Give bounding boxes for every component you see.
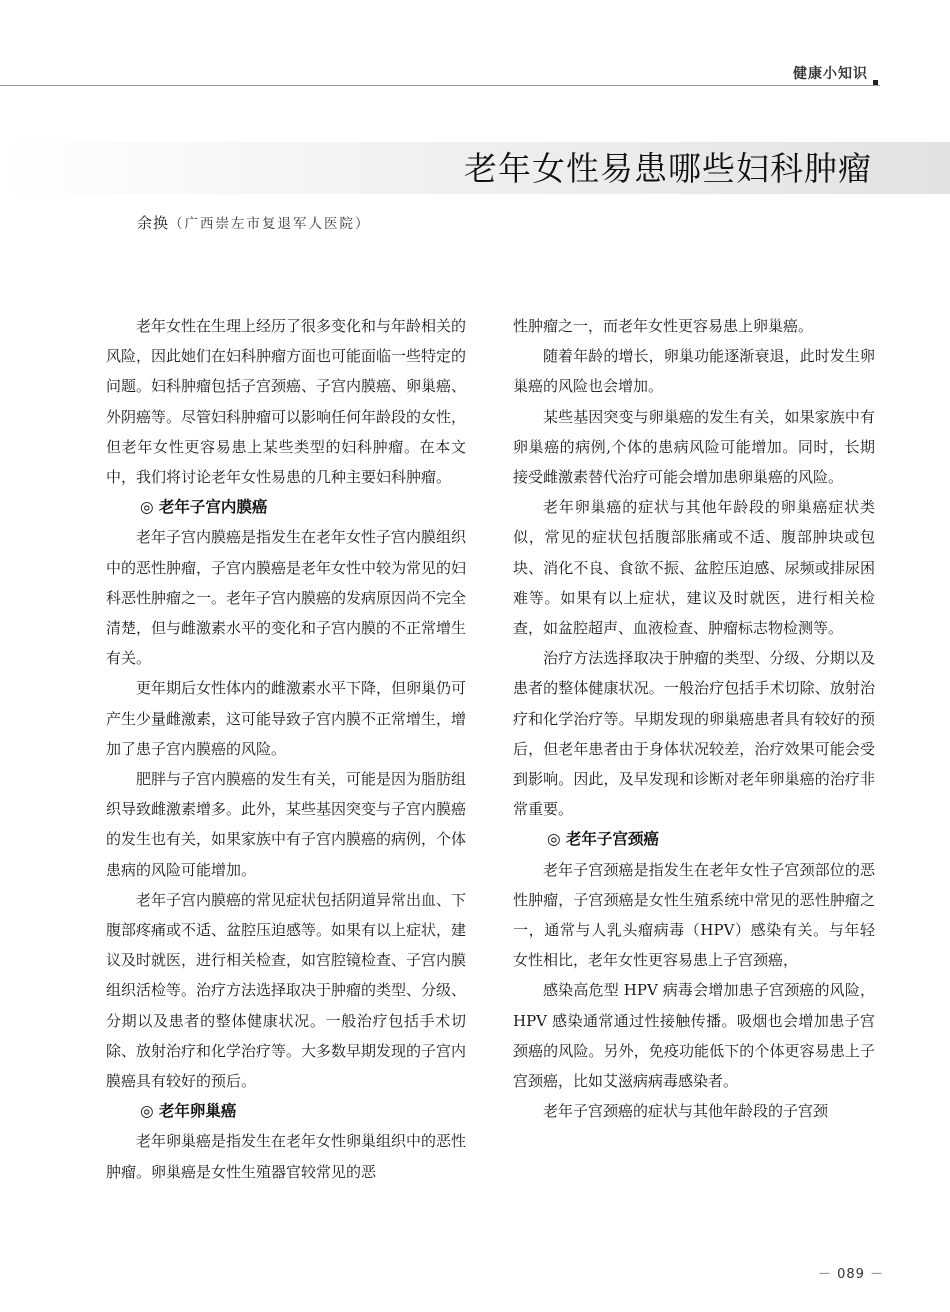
left-column: [106, 311, 466, 1187]
paragraph: 更年期后女性体内的雌激素水平下降，但卵巢仍可产生少量雌激素，这可能导致子宫内膜不正常增生，增加了患子宫内膜癌的风险。: [106, 679, 467, 758]
header-rule: [0, 85, 880, 86]
byline: [137, 212, 371, 233]
paragraph: 老年子宫内膜癌的常见症状包括阴道异常出血、下腹部疼痛或不适、盆腔压迫感等。如果有以上症状，建议及时就医，进行相关检查，如宫腔镜检查、子宫内膜组织活检等。治疗方法选择取决于肿瘤的类型、分级、分期以及患者的整体健康状况。一般治疗包括手术切除、放射治疗和化学治疗等。大多数早期发现的子宫内膜癌具有较好的预后。: [106, 890, 467, 1091]
article-title: 老年女性易患哪些妇科肿瘤: [464, 149, 872, 188]
paragraph: 老年女性在生理上经历了很多变化和与年龄相关的风险，因此她们在妇科肿瘤方面也可能面临一些特定的问题。妇科肿瘤包括子宫颈癌、子宫内膜癌、卵巢癌、外阴癌等。尽管妇科肿瘤可以影响任何年龄段的女性，但老年女性更容易患上某些类型的妇科肿瘤。在本文中，我们将讨论老年女性易患的几种主要妇科肿瘤。: [106, 317, 467, 487]
section-heading-endometrial: ◎ 老年子宫内膜癌: [140, 497, 268, 517]
author-affiliation: （广西崇左市复退军人医院）: [169, 216, 371, 232]
section-heading-cervical: ◎ 老年子宫颈癌: [547, 829, 659, 849]
paragraph: 随着年龄的增长，卵巢功能逐渐衰退，此时发生卵巢癌的风险也会增加。: [513, 347, 875, 396]
paragraph-continued: 性肿瘤之一，而老年女性更容易患上卵巢癌。: [513, 317, 814, 335]
paragraph: 肥胖与子宫内膜癌的发生有关，可能是因为脂肪组织导致雌激素增多。此外，某些基因突变与子宫内膜癌的发生也有关，如果家族中有子宫内膜癌的病例，个体患病的风险可能增加。: [106, 770, 467, 879]
paragraph: 某些基因突变与卵巢癌的发生有关，如果家族中有卵巢癌的病例,个体的患病风险可能增加。同时，长期接受雌激素替代治疗可能会增加患卵巢癌的风险。: [513, 407, 875, 487]
paragraph: 老年子宫内膜癌是指发生在老年女性子宫内膜组织中的恶性肿瘤，子宫内膜癌是老年女性中较为常见的妇科恶性肿瘤之一。老年子宫内膜癌的发病原因尚不完全清楚，但与雌激素水平的变化和子宫内膜的不正常增生有关。: [106, 528, 467, 668]
section-marker-square: [873, 80, 878, 85]
paragraph: 老年卵巢癌是指发生在老年女性卵巢组织中的恶性肿瘤。卵巢癌是女性生殖器官较常见的恶: [106, 1132, 467, 1181]
paragraph: 老年子宫颈癌是指发生在老年女性子宫颈部位的恶性肿瘤，子宫颈癌是女性生殖系统中常见的恶性肿瘤之一，通常与人乳头瘤病毒（HPV）感染有关。与年轻女性相比，老年女性更容易患上子宫颈癌，: [513, 860, 875, 970]
author-name: 余换: [137, 214, 170, 232]
section-heading-ovarian: ◎ 老年卵巢癌: [140, 1101, 237, 1121]
paragraph: 感染高危型 HPV 病毒会增加患子宫颈癌的风险，HPV 感染通常通过性接触传播。吸烟也会增加患子宫颈癌的风险。另外，免疫功能低下的个体更容易患上子宫颈癌，比如艾滋病病毒感染者。: [513, 981, 875, 1091]
paragraph: 老年子宫颈癌的症状与其他年龄段的子宫颈: [543, 1102, 829, 1121]
page-number: － 089 －: [818, 1267, 885, 1282]
paragraph: 治疗方法选择取决于肿瘤的类型、分级、分期以及患者的整体健康状况。一般治疗包括手术切除、放射治疗和化学治疗等。早期发现的卵巢癌患者具有较好的预后，但老年患者由于身体状况较差，治疗效果可能会受到影响。因此，及早发现和诊断对老年卵巢癌的治疗非常重要。: [513, 649, 875, 819]
right-column: [513, 311, 875, 1126]
paragraph: 老年卵巢癌的症状与其他年龄段的卵巢癌症状类似，常见的症状包括腹部胀痛或不适、腹部肿块或包块、消化不良、食欲不振、盆腔压迫感、尿频或排尿困难等。如果有以上症状，建议及时就医，进行相关检查，如盆腔超声、血液检查、肿瘤标志物检测等。: [513, 498, 875, 638]
section-label: 健康小知识: [793, 66, 868, 82]
